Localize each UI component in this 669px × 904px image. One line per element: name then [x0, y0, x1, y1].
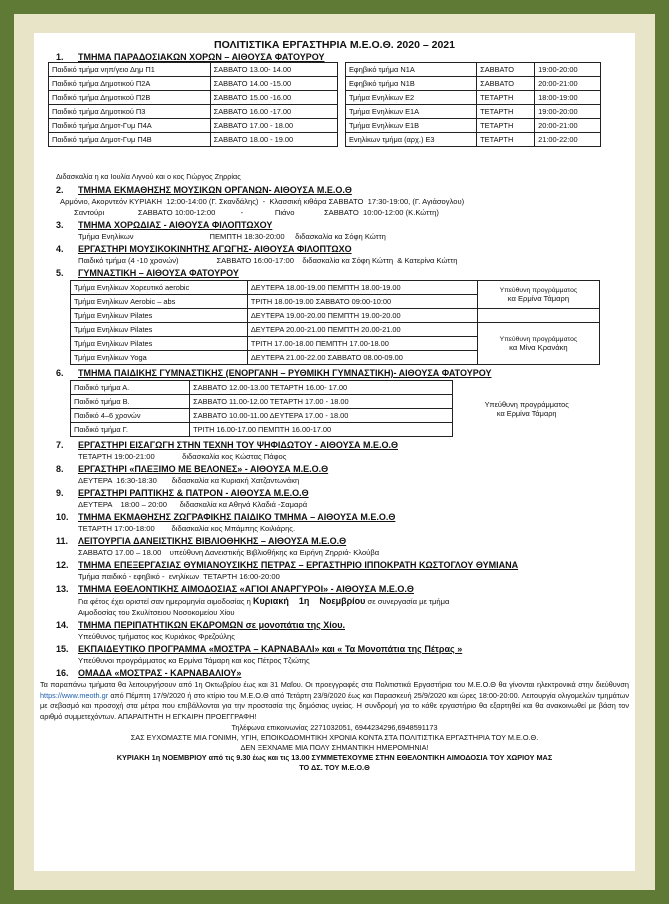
music-line-2: Σαντούρι ΣΑΒΒΑΤΟ 10:00-12:00 - Πιάνο ΣΑΒΒΑΤΟ 10:00-12:00 (Κ.Κώττη): [74, 208, 439, 217]
responsible-cell: [477, 323, 599, 365]
section-14-heading: 14. ΤΜΗΜΑ ΠΕΡΙΠΑΤΗΤΙΚΩΝ ΕΚΔΡΟΜΩΝ σε μονοπάτια της Χίου.: [56, 620, 345, 630]
dance-children-table: [48, 62, 338, 147]
section-7-heading: 7. ΕΡΓΑΣΤΗΡΙ ΕΙΣΑΓΩΓΗ ΣΤΗΝ ΤΕΧΝΗ ΤΟΥ ΨΗΦΙΔΩΤΟΥ - ΑΙΘΟΥΣΑ Μ.Ε.Ο.Θ: [56, 440, 399, 450]
table-cell: Τμήμα Ενηλίκων Ε1Β: [346, 119, 477, 133]
table-cell: Παιδικό τμήμα Β.: [71, 395, 190, 409]
table-cell: ΣΑΒΒΑΤΟ: [477, 63, 535, 77]
section-6-heading: 6. ΤΜΗΜΑ ΠΑΙΔΙΚΗΣ ΓΥΜΝΑΣΤΙΚΗΣ (ΕΝΟΡΓΑΝΗ – ΡΥΘΜΙΚΗ ΓΥΜΝΑΣΤΙΚΗ)- ΑΙΘΟΥΣΑ ΦΑΤΟΥΡΟΥ: [56, 368, 492, 378]
table-cell: Παιδικό τμήμα Δημοτ-Γυμ Π4Β: [49, 133, 211, 147]
table-cell: ΣΑΒΒΑΤΟ 14.00 -15.00: [210, 77, 337, 91]
gym-adults-table: [70, 280, 600, 365]
section-3-heading: 3. ΤΜΗΜΑ ΧΟΡΩΔΙΑΣ - ΑΙΘΟΥΣΑ ΦΙΛΟΠΤΩΧΟΥ: [56, 220, 273, 230]
stone-line: Τμήμα παιδικό - εφηβικό - ενηλίκων ΤΕΤΑΡΤΗ 16:00-20:00: [78, 572, 280, 581]
table-cell: Εφηβικό τμήμα Ν1Α: [346, 63, 477, 77]
table-cell: Τμήμα Ενηλίκων Yoga: [71, 351, 248, 365]
wishes-1: ΣΑΣ ΕΥΧΟΜΑΣΤΕ ΜΙΑ ΓΟΝΙΜΗ, ΥΓΙΗ, ΕΠΟΙΚΟΔΟΜΗΤΙΚΗ ΧΡΟΝΙΑ ΚΟΝΤΑ ΣΤΑ ΠΟΛΙΤΙΣΤΙΚΑ ΕΡΓΑΣΤΗΡΙΑ ΤΟΥ Μ.Ε.Ο.Θ.: [130, 733, 539, 742]
table-cell: Ενηλίκων τμήμα (αρχ.) Ε3: [346, 133, 477, 147]
choir-line: Τμήμα Ενηλίκων ΠΕΜΠΤΗ 18:30-20:00 διδασκαλία κα Σόφη Κώττη: [78, 232, 386, 241]
responsible-name: κα Μίνα Κρανάκη: [509, 342, 568, 352]
responsible-name: κα Ερμίνα Τάμαρη: [507, 293, 570, 303]
table-cell: ΣΑΒΒΑΤΟ 18.00 - 19.00: [210, 133, 337, 147]
empty-cell: [477, 309, 599, 323]
music-line-1: Αρμόνιο, Ακορντεόν ΚΥΡΙΑΚΗ 12:00-14:00 (Γ. Σκανδάλης) - Κλασσική κιθάρα ΣΑΒΒΑΤΟ 17:30-19:00, (Γ. Αγιάσογλου): [60, 197, 465, 206]
section-2-heading: 2. ΤΜΗΜΑ ΕΚΜΑΘΗΣΗΣ ΜΟΥΣΙΚΩΝ ΟΡΓΑΝΩΝ- ΑΙΘΟΥΣΑ Μ.Ε.Ο.Θ: [56, 185, 352, 195]
responsible-cell: [477, 281, 599, 309]
responsible-cell: [453, 381, 600, 437]
table-cell: Παιδικό 4–6 χρονών: [71, 409, 190, 423]
table-cell: ΤΕΤΑΡΤΗ: [477, 133, 535, 147]
table-cell: ΣΑΒΒΑΤΟ 10.00-11.00 ΔΕΥΤΕΡΑ 17.00 - 18.00: [190, 409, 453, 423]
gym-children-table: [70, 380, 600, 437]
table-cell: ΔΕΥΤΕΡΑ 21.00-22.00 ΣΑΒΒΑΤΟ 08.00-09.00: [247, 351, 477, 365]
table-cell: Παιδικό τμήμα Γ.: [71, 423, 190, 437]
table-cell: Παιδικό τμήμα Δημοτικού Π2Α: [49, 77, 211, 91]
responsible-title: Υπεύθυνη προγράμματος: [499, 335, 578, 343]
painting-line: ΤΕΤΑΡΤΗ 17:00-18:00 διδασκαλία κος Μπάμπης Κοιλιάρης.: [78, 524, 296, 533]
phones: Τηλέφωνα επικοινωνίας 2271032051, 6944234296,6948591173: [231, 723, 438, 732]
table-cell: 21:00-22:00: [535, 133, 601, 147]
signature: ΤΟ ΔΣ. ΤΟΥ Μ.Ε.Ο.Θ: [299, 763, 370, 772]
table-row: [346, 77, 601, 91]
table-cell: Τμήμα Ενηλίκων Aerobic – abs: [71, 295, 248, 309]
table-row: [346, 133, 601, 147]
education-line: Υπεύθυνοι προγράμματος κα Ερμίνα Τάμαρη και κος Πέτρος Τζιώτης: [78, 656, 310, 665]
website-link[interactable]: https://www.meoth.gr: [40, 690, 109, 700]
table-row: [71, 309, 600, 323]
table-cell: Παιδικό τμήμα Α.: [71, 381, 190, 395]
table-cell: Παιδικό τμήμα Δημοτικού Π2Β: [49, 91, 211, 105]
table-cell: 19:00-20:00: [535, 105, 601, 119]
table-row: [49, 119, 338, 133]
table-row: [49, 63, 338, 77]
section-16-heading: 16. ΟΜΑΔΑ «ΜΟΣΤΡΑΣ - ΚΑΡΝΑΒΑΛΙΟΥ»: [56, 668, 242, 678]
section-12-heading: 12. ΤΜΗΜΑ ΕΠΕΞΕΡΓΑΣΙΑΣ ΘΥΜΙΑΝΟΥΣΙΚΗΣ ΠΕΤΡΑΣ – ΕΡΓΑΣΤΗΡΙΟ ΙΠΠΟΚΡΑΤΗ ΚΩΣΤΟΓΛΟΥ ΘΥΜΙΑΝΑ: [56, 560, 519, 570]
table-cell: ΤΕΤΑΡΤΗ: [477, 91, 535, 105]
table-row: [71, 381, 601, 395]
table-cell: 18:00-19:00: [535, 91, 601, 105]
wishes-2: ΔΕΝ ΞΕΧΝΑΜΕ ΜΙΑ ΠΟΛΥ ΣΗΜΑΝΤΙΚΗ ΗΜΕΡΟΜΗΝΙΑ!: [240, 743, 429, 752]
table-row: [346, 105, 601, 119]
table-cell: ΤΡΙΤΗ 18.00-19.00 ΣΑΒΒΑΤΟ 09:00-10:00: [247, 295, 477, 309]
table-cell: Τμήμα Ενηλίκων Ε2: [346, 91, 477, 105]
section-1-tables: [34, 62, 635, 182]
table-cell: ΣΑΒΒΑΤΟ 15.00 -16.00: [210, 91, 337, 105]
table-cell: ΣΑΒΒΑΤΟ: [477, 77, 535, 91]
table-cell: Εφηβικό τμήμα Ν1Β: [346, 77, 477, 91]
section-9-heading: 9. ΕΡΓΑΣΤΗΡΙ ΡΑΠΤΙΚΗΣ & ΠΑΤΡΟΝ - ΑΙΘΟΥΣΑ Μ.Ε.Ο.Θ: [56, 488, 309, 498]
blood-line-1: Για φέτος έχει οριστεί σαν ημερομηνία αιμοδοσίας η Κυριακή 1η Νοεμβρίου σε συνεργασία με τμήμα: [78, 596, 450, 606]
section-13-heading: 13. ΤΜΗΜΑ ΕΘΕΛΟΝΤΙΚΗΣ ΑΙΜΟΔΟΣΙΑΣ «ΑΓΙΟΙ ΑΝΑΡΓΥΡΟΙ» - ΑΙΘΟΥΣΑ Μ.Ε.Ο.Θ: [56, 584, 414, 594]
table-cell: ΔΕΥΤΕΡΑ 18.00-19.00 ΠΕΜΠΤΗ 18.00-19.00: [247, 281, 477, 295]
table-cell: 20:00-21:00: [535, 77, 601, 91]
table-cell: ΣΑΒΒΑΤΟ 17.00 - 18.00: [210, 119, 337, 133]
section-5-heading: 5. ΓΥΜΝΑΣΤΙΚΗ – ΑΙΘΟΥΣΑ ΦΑΤΟΥΡΟΥ: [56, 268, 239, 278]
table-cell: Τμήμα Ενηλίκων Pilates: [71, 337, 248, 351]
section-4-heading: 4. ΕΡΓΑΣΤΗΡΙ ΜΟΥΣΙΚΟΚΙΝΗΤΗΣ ΑΓΩΓΗΣ- ΑΙΘΟΥΣΑ ΦΙΛΟΠΤΩΧΟ: [56, 244, 352, 254]
table-row: [49, 105, 338, 119]
doc-title: ΠΟΛΙΤΙΣΤΙΚΑ ΕΡΓΑΣΤΗΡΙΑ Μ.Ε.Ο.Θ. 2020 – 2021: [214, 39, 455, 51]
table-row: [71, 281, 600, 295]
table-cell: Παιδικό τμήμα Δημοτικού Π3: [49, 105, 211, 119]
table-cell: Παιδικό τμήμα νηπ/γειο Δημ Π1: [49, 63, 211, 77]
responsible-name: κα Ερμίνα Τάμαρη: [496, 408, 557, 418]
table-row: [49, 133, 338, 147]
table-cell: Τμήμα Ενηλίκων Ε1Α: [346, 105, 477, 119]
document-page: [34, 33, 635, 871]
table-cell: ΣΑΒΒΑΤΟ 11.00-12.00 ΤΕΤΑΡΤΗ 17.00 - 18.00: [190, 395, 453, 409]
table-row: [49, 91, 338, 105]
table-cell: 19:00-20:00: [535, 63, 601, 77]
table-cell: Τμήμα Ενηλίκων Pilates: [71, 323, 248, 337]
table-cell: Τμήμα Ενηλίκων Pilates: [71, 309, 248, 323]
table-cell: ΣΑΒΒΑΤΟ 16.00 -17.00: [210, 105, 337, 119]
table-cell: ΤΡΙΤΗ 17.00-18.00 ΠΕΜΠΤΗ 17.00-18.00: [247, 337, 477, 351]
table-cell: ΣΑΒΒΑΤΟ 12.00-13.00 ΤΕΤΑΡΤΗ 16.00- 17.00: [190, 381, 453, 395]
table-row: [346, 119, 601, 133]
table-cell: ΤΕΤΑΡΤΗ: [477, 105, 535, 119]
responsible-title: Υπεύθυνη προγράμματος: [499, 286, 578, 294]
table-cell: ΔΕΥΤΕΡΑ 19.00-20.00 ΠΕΜΠΤΗ 19.00-20.00: [247, 309, 477, 323]
table-cell: 20:00-21:00: [535, 119, 601, 133]
knitting-line: ΔΕΥΤΕΡΑ 16:30-18:30 διδασκαλία κα Κυριακή Χατζαντωνάκη: [78, 476, 300, 485]
mosaic-line: ΤΕΤΑΡΤΗ 19:00-21:00 διδασκαλία κος Κώστας Πάφος: [78, 452, 287, 461]
registration-paragraph: Τα παραπάνω τμήματα θα λειτουργήσουν από 1η Οκτωβρίου έως και 31 Μαΐου. Οι προεγγραφές στα Πολιτιστικά Εργαστήρια του Μ.Ε.Ο.Θ θα γίνονται ηλεκτρονικά στην διεύθυνση https://www.meoth.gr από Πέμπτη 17/9/2020 ή στο κτίριο του Μ.Ε.Ο.Θ από Τετάρτη 23/9/2020 έως και Παρασκευή 25/9/2020 και ώρες 18:00-20:00. Λειτουργία ολιγομελών τμημάτων με σεβασμό και προσοχή στα μέτρα που επιβάλλονται για την προστασία της δημόσιας υγείας. Η συνδρομή για το κάθε εργαστήριο θα εξαρτηθεί και θα ανακοινωθεί με βάση τον αριθμό συμμετεχόντων. ΑΠΑΡΑΙΤΗΤΗ Η ΕΓΚΑΙΡΗ ΠΡΟΕΓΓΡΑΦΗ!: [40, 680, 629, 721]
sewing-line: ΔΕΥΤΕΡΑ 18:00 – 20:00 διδασκαλία κα Αθηνά Κλαδιά -Σαμαρά: [78, 500, 308, 509]
table-cell: ΔΕΥΤΕΡΑ 20.00-21.00 ΠΕΜΠΤΗ 20.00-21.00: [247, 323, 477, 337]
section-1-heading: 1. ΤΜΗΜΑ ΠΑΡΑΔΟΣΙΑΚΩΝ ΧΟΡΩΝ – ΑΙΘΟΥΣΑ ΦΑΤΟΥΡΟΥ: [56, 52, 325, 62]
hiking-line: Υπεύθυνος τμήματος κος Κυριάκος Φρεζούλης: [78, 632, 235, 641]
table-row: [346, 91, 601, 105]
blood-line-2: Αιμοδοσίας του Σκυλίτσειου Νοσοκομείου Χίου: [78, 608, 235, 617]
table-cell: Παιδικό τμήμα Δημοτ-Γυμ Π4Α: [49, 119, 211, 133]
blood-drive-note: ΚΥΡΙΑΚΗ 1η ΝΟΕΜΒΡΙΟΥ από τις 9.30 έως και τις 13.00 ΣΥΜΜΕΤΕΧΟΥΜΕ ΣΤΗΝ ΕΘΕΛΟΝΤΙΚΗ ΑΙΜΟΔΟΣΙΑ ΤΟΥ ΧΩΡΙΟΥ ΜΑΣ: [116, 753, 553, 762]
section-15-heading: 15. ΕΚΠΑΙΔΕΥΤΙΚΟ ΠΡΟΓΡΑΜΜΑ «ΜΟΣΤΡΑ – ΚΑΡΝΑΒΑΛΙ» και « Τα Μονοπάτια της Πέτρας »: [56, 644, 463, 654]
library-line: ΣΑΒΒΑΤΟ 17.00 – 18.00 υπεύθυνη Δανειστικής Βιβλιοθήκης κα Ειρήνη Ζηρριά- Κλούβα: [78, 548, 380, 557]
dance-teachers: Διδασκαλία η κα Ιουλία Λιγνού και ο κος Γιώργος Ζηρρίας: [56, 172, 241, 181]
table-row: [346, 63, 601, 77]
table-cell: Τμήμα Ενηλίκων Χορευτικό aerobic: [71, 281, 248, 295]
section-8-heading: 8. ΕΡΓΑΣΤΗΡΙ «ΠΛΕΞΙΜΟ ΜΕ ΒΕΛΟΝΕΣ» - ΑΙΘΟΥΣΑ Μ.Ε.Ο.Θ: [56, 464, 329, 474]
section-10-heading: 10. ΤΜΗΜΑ ΕΚΜΑΘΗΣΗΣ ΖΩΓΡΑΦΙΚΗΣ ΠΑΙΔΙΚΟ ΤΜΗΜΑ – ΑΙΘΟΥΣΑ Μ.Ε.Ο.Θ: [56, 512, 396, 522]
table-cell: ΤΡΙΤΗ 16.00-17.00 ΠΕΜΠΤΗ 16.00-17.00: [190, 423, 453, 437]
music-movement-line: Παιδικό τμήμα (4 -10 χρονών) ΣΑΒΒΑΤΟ 16:00-17:00 διδασκαλία κα Σόφη Κώττη & Κατερίνα Κώττη: [78, 256, 458, 265]
table-cell: ΣΑΒΒΑΤΟ 13.00- 14.00: [210, 63, 337, 77]
table-cell: ΤΕΤΑΡΤΗ: [477, 119, 535, 133]
table-row: [71, 323, 600, 337]
responsible-title: Υπεύθυνη προγράμματος: [484, 399, 569, 409]
table-row: [49, 77, 338, 91]
dance-adult-table: [345, 62, 601, 147]
section-11-heading: 11. ΛΕΙΤΟΥΡΓΙΑ ΔΑΝΕΙΣΤΙΚΗΣ ΒΙΒΛΙΟΘΗΚΗΣ – ΑΙΘΟΥΣΑ Μ.Ε.Ο.Θ: [56, 536, 347, 546]
